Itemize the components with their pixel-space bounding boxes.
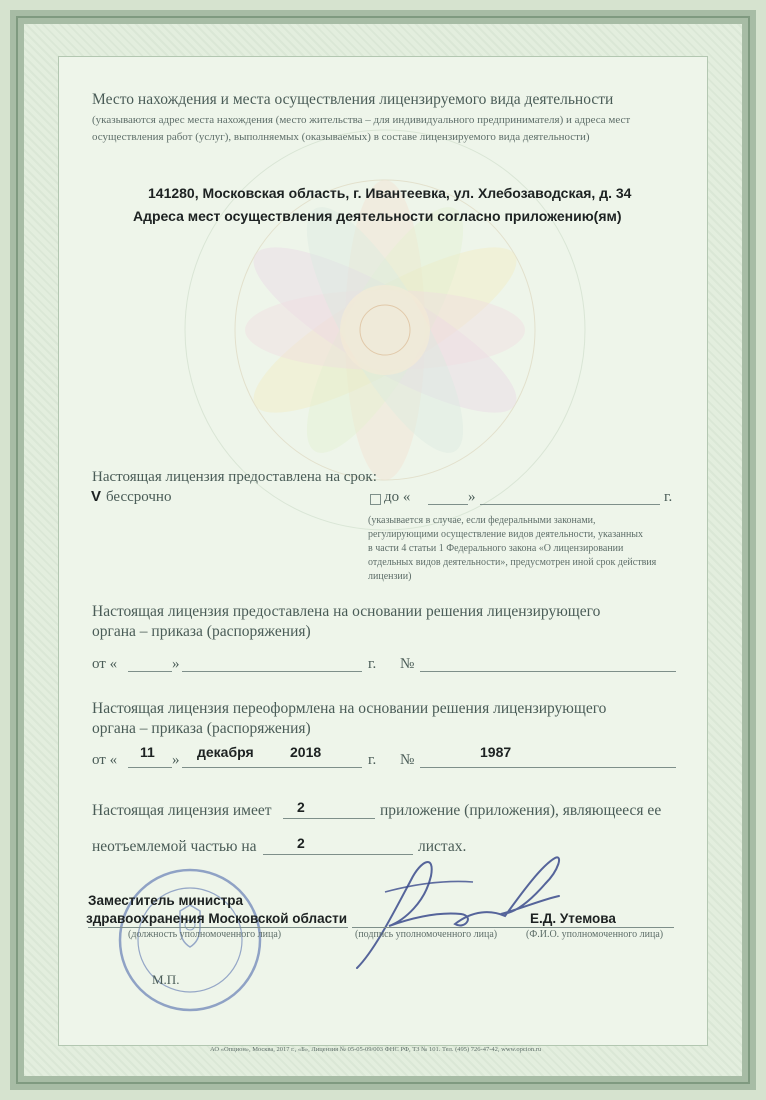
reissue-heading-2: органа – приказа (распоряжения) — [92, 720, 311, 737]
location-note-2: осуществления работ (услуг), выполняемых (оказываемых) в составе лицензируемого вида деятельности) — [92, 131, 590, 143]
handwritten-signature — [345, 840, 565, 980]
basis-heading-1: Настоящая лицензия предоставлена на основании решения лицензирующего — [92, 603, 601, 620]
basis-number-line — [420, 671, 676, 672]
term-note-2: регулирующими осуществление видов деятельности, указанных — [368, 529, 644, 540]
signer-position-line1: Заместитель министра — [88, 893, 244, 908]
term-note-1: (указывается в случае, если федеральными законами, — [368, 515, 596, 526]
appendix-sheets: 2 — [297, 835, 305, 851]
term-note-4: отдельных видов деятельности», предусмотрен иной срок действия — [368, 557, 657, 568]
reissue-day: 11 — [140, 744, 155, 760]
indefinite-checkmark: V — [91, 488, 102, 505]
reissue-year-suffix: г. — [368, 752, 377, 768]
until-month-line — [480, 504, 660, 505]
appendix-sheets-label: листах. — [418, 838, 467, 855]
name-line — [524, 927, 674, 928]
reissue-number: 1987 — [480, 744, 512, 760]
stamp-place-label: М.П. — [152, 972, 180, 987]
reissue-year: 2018 — [290, 744, 322, 760]
basis-from-open: от « — [92, 656, 118, 672]
until-close: » — [468, 489, 476, 505]
reissue-from-close: » — [172, 752, 180, 768]
reissue-number-label: № — [400, 752, 415, 768]
reissue-from-open: от « — [92, 752, 118, 768]
appendix-count: 2 — [297, 799, 305, 815]
reissue-day-line — [128, 767, 172, 768]
appendix-after-label: приложение (приложения), являющееся ее — [380, 802, 662, 819]
position-caption: (должность уполномоченного лица) — [128, 929, 282, 940]
indefinite-label: бессрочно — [106, 489, 172, 505]
position-line — [88, 927, 348, 928]
until-checkbox — [370, 494, 381, 505]
basis-day-line — [128, 671, 172, 672]
printer-imprint: АО «Опцион», Москва, 2017 г., «Б», Лицензия № 05-05-09/003 ФНС РФ, ТЗ № 101. Тел. (495) 726-47-42, www.opcion.ru — [210, 1046, 542, 1053]
address-value: 141280, Московская область, г. Ивантеевка, ул. Хлебозаводская, д. 34 — [148, 185, 632, 201]
reissue-month-line — [182, 767, 362, 768]
addresses-note: Адреса мест осуществления деятельности согласно приложению(ям) — [133, 208, 622, 224]
location-heading: Место нахождения и места осуществления лицензируемого вида деятельности — [92, 91, 614, 108]
term-note-3: в части 4 статьи 1 Федерального закона «О лицензировании — [368, 543, 624, 554]
signature-line — [352, 927, 524, 928]
until-year-suffix: г. — [664, 489, 673, 505]
basis-from-close: » — [172, 656, 180, 672]
term-note-5: лицензии) — [368, 571, 412, 582]
until-label: до « — [384, 489, 411, 505]
appendix-part-label: неотъемлемой частью на — [92, 838, 257, 855]
until-day-line — [428, 504, 468, 505]
appendix-count-line — [283, 818, 375, 819]
reissue-month: декабря — [197, 744, 254, 760]
reissue-number-line — [420, 767, 676, 768]
appendix-has-label: Настоящая лицензия имеет — [92, 802, 272, 819]
basis-number-label: № — [400, 656, 415, 672]
reissue-heading-1: Настоящая лицензия переоформлена на основании решения лицензирующего — [92, 700, 607, 717]
name-caption: (Ф.И.О. уполномоченного лица) — [526, 929, 664, 940]
official-stamp — [100, 865, 280, 1015]
term-heading: Настоящая лицензия предоставлена на срок: — [92, 469, 377, 485]
location-note-1: (указываются адрес места нахождения (место жительства – для индивидуального предпринимателя) и адреса мест — [92, 114, 631, 126]
basis-year-suffix: г. — [368, 656, 377, 672]
basis-heading-2: органа – приказа (распоряжения) — [92, 623, 311, 640]
signer-name: Е.Д. Утемова — [530, 911, 616, 926]
basis-month-line — [182, 671, 362, 672]
signer-position-line2: здравоохранения Московской области — [86, 911, 348, 926]
signature-caption: (подпись уполномоченного лица) — [355, 929, 498, 940]
